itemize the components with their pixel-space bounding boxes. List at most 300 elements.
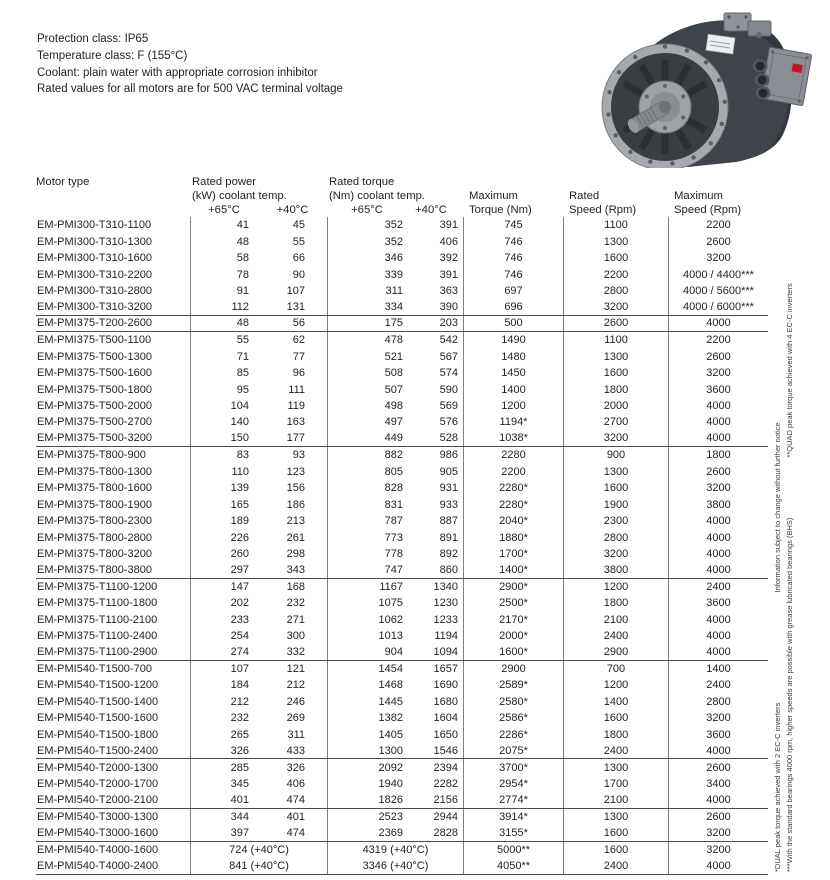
motor-type-cell: EM-PMI375-T800-3800 [37, 563, 152, 576]
coolant-line: Coolant: plain water with appropriate corrosion inhibitor [37, 66, 318, 79]
table-cell: 569 [439, 400, 458, 413]
table-cell: 4000 / 6000*** [668, 299, 768, 314]
table-cell: 2600 [668, 349, 768, 365]
table-cell: 2600 [668, 233, 768, 249]
table-cell: 746 [463, 233, 563, 249]
table-cell: 213 [286, 515, 305, 528]
table-cell: 339 [327, 266, 407, 282]
table-cell: 246 [286, 695, 305, 708]
table-cell: 1800 [563, 381, 668, 397]
table-cell: 4000 [668, 743, 768, 758]
footnote-dual-info [773, 422, 782, 872]
table-cell: 2900 [563, 644, 668, 659]
header-motor-type: Motor type [36, 176, 90, 188]
table-cell: 2280 [463, 447, 563, 463]
table-cell: 433 [286, 744, 305, 757]
table-cell: 2170* [463, 612, 563, 628]
table-cell: 1400 [463, 381, 563, 397]
table-cell: 1075 [327, 595, 407, 611]
motor-type-cell: EM-PMI375-T200-2600 [37, 317, 152, 330]
table-cell: 508 [327, 365, 407, 381]
table-cell: 4000 [668, 513, 768, 529]
table-cell: 4000 [668, 316, 768, 331]
motor-type-cell: EM-PMI540-T1500-1200 [37, 679, 159, 692]
table-row [36, 529, 768, 545]
header-torque-40c: +40°C [415, 204, 447, 216]
table-cell: 392 [439, 252, 458, 265]
table-row [36, 381, 768, 397]
table-cell: 2400 [668, 579, 768, 595]
table-cell: 1600 [563, 250, 668, 266]
table-cell: 2600 [668, 759, 768, 775]
table-cell: 724 (+40°C) [190, 842, 327, 858]
table-cell: 500 [463, 316, 563, 331]
table-row [36, 644, 768, 660]
table-cell: 203 [439, 317, 458, 330]
table-cell: 3200 [668, 842, 768, 858]
table-cell: 1604 [433, 712, 458, 725]
rated-values-line: Rated values for all motors are for 500 VAC terminal voltage [37, 83, 343, 96]
table-cell: 1340 [433, 580, 458, 593]
table-cell: 746 [463, 266, 563, 282]
table-cell: 165 [190, 496, 258, 512]
table-row [36, 579, 768, 595]
motor-type-cell: EM-PMI540-T4000-1600 [37, 843, 159, 856]
table-cell: 1100 [563, 332, 668, 348]
table-cell: 1880* [463, 529, 563, 545]
header-rated-power-sub: (kW) coolant temp. [192, 190, 287, 202]
table-cell: 58 [190, 250, 258, 266]
nameplate-label [706, 34, 735, 54]
header-rated-speed-line1: Rated [569, 190, 600, 202]
table-cell: 497 [327, 414, 407, 430]
table-cell: 542 [439, 334, 458, 347]
table-cell: 4000 [668, 644, 768, 659]
table-cell: 478 [327, 332, 407, 348]
motor-type-cell: EM-PMI300-T310-2800 [37, 284, 152, 297]
table-cell: 232 [286, 597, 305, 610]
table-cell: 298 [286, 547, 305, 560]
table-cell: 697 [463, 283, 563, 299]
table-row [36, 431, 768, 447]
table-cell: 269 [286, 712, 305, 725]
table-row [36, 792, 768, 808]
table-cell: 184 [190, 677, 258, 693]
table-cell: 805 [327, 464, 407, 480]
table-cell: 1600 [563, 825, 668, 840]
table-cell: 334 [327, 299, 407, 314]
motor-type-cell: EM-PMI375-T500-1800 [37, 383, 152, 396]
table-row [36, 398, 768, 414]
table-cell: 900 [563, 447, 668, 463]
table-cell: 2800 [563, 283, 668, 299]
table-row [36, 710, 768, 726]
motor-type-cell: EM-PMI375-T1100-2400 [37, 630, 158, 643]
motor-type-cell: EM-PMI375-T1100-2900 [37, 646, 158, 659]
table-cell: 352 [327, 233, 407, 249]
motor-type-cell: EM-PMI375-T500-2700 [37, 416, 152, 429]
table-cell: 78 [190, 266, 258, 282]
table-cell: 121 [286, 663, 305, 676]
table-cell: 140 [190, 414, 258, 430]
table-cell: 1300 [563, 759, 668, 775]
table-cell: 2200 [668, 217, 768, 233]
table-cell: 2282 [433, 778, 458, 791]
table-cell: 4000 [668, 529, 768, 545]
table-cell: 202 [190, 595, 258, 611]
header-rated-speed-line2: Speed (Rpm) [569, 204, 637, 216]
table-cell: 107 [190, 661, 258, 677]
table-row [36, 414, 768, 430]
table-cell: 5000** [463, 842, 563, 858]
motor-type-cell: EM-PMI540-T1500-1800 [37, 728, 159, 741]
motor-type-cell: EM-PMI540-T2000-2100 [37, 794, 159, 807]
table-cell: 406 [439, 235, 458, 248]
header-max-speed-line1: Maximum [674, 190, 723, 202]
table-row [36, 283, 768, 299]
table-cell: 2100 [563, 612, 668, 628]
table-cell: 2156 [433, 794, 458, 807]
table-cell: 745 [463, 217, 563, 233]
table-cell: 1690 [433, 679, 458, 692]
table-cell: 2900 [463, 661, 563, 677]
table-cell: 1600* [463, 644, 563, 659]
table-cell: 1480 [463, 349, 563, 365]
table-cell: 576 [439, 416, 458, 429]
motor-type-cell: EM-PMI375-T500-1600 [37, 367, 152, 380]
header-rated-power: Rated power [192, 176, 257, 188]
table-cell: 1650 [433, 728, 458, 741]
table-row [36, 546, 768, 562]
header-max-speed-line2: Speed (Rpm) [674, 204, 742, 216]
table-cell: 406 [286, 778, 305, 791]
table-cell: 343 [286, 563, 305, 576]
table-cell: 401 [190, 792, 258, 807]
table-cell: 986 [439, 449, 458, 462]
header-power-40c: +40°C [276, 204, 309, 216]
table-cell: 112 [190, 299, 258, 314]
table-cell: 45 [292, 219, 305, 232]
motor-type-cell: EM-PMI540-T1500-2400 [37, 744, 159, 757]
table-cell: 62 [292, 334, 305, 347]
table-cell: 48 [190, 233, 258, 249]
table-cell: 254 [190, 628, 258, 644]
table-row [36, 694, 768, 710]
table-row [36, 316, 768, 332]
table-cell: 2400 [563, 628, 668, 644]
table-cell: 567 [439, 350, 458, 363]
table-cell: 1300 [563, 809, 668, 825]
table-cell: 297 [190, 562, 258, 577]
table-row [36, 825, 768, 841]
table-cell: 326 [190, 743, 258, 758]
table-cell: 1600 [563, 365, 668, 381]
table-cell: 1013 [327, 628, 407, 644]
table-row [36, 759, 768, 775]
table-cell: 747 [327, 562, 407, 577]
table-row [36, 661, 768, 677]
table-cell: 3400 [668, 776, 768, 792]
table-cell: 2280* [463, 480, 563, 496]
table-cell: 4000 [668, 431, 768, 446]
table-cell: 2369 [327, 825, 407, 840]
table-cell: 1445 [327, 694, 407, 710]
table-cell: 1200 [563, 579, 668, 595]
table-cell: 212 [286, 679, 305, 692]
motor-type-cell: EM-PMI375-T800-2800 [37, 531, 152, 544]
table-row [36, 776, 768, 792]
table-cell: 841 (+40°C) [190, 858, 327, 873]
table-cell: 1062 [327, 612, 407, 628]
table-cell: 96 [292, 367, 305, 380]
table-cell: 746 [463, 250, 563, 266]
table-cell: 83 [190, 447, 258, 463]
table-cell: 1800 [563, 727, 668, 743]
table-cell: 147 [190, 579, 258, 595]
table-cell: 397 [190, 825, 258, 840]
table-row [36, 447, 768, 463]
table-cell: 55 [190, 332, 258, 348]
table-cell: 4000 [668, 612, 768, 628]
table-cell: 163 [286, 416, 305, 429]
table-cell: 2774* [463, 792, 563, 807]
header-max-torque-line2: Torque (Nm) [469, 204, 532, 216]
table-cell: 311 [327, 283, 407, 299]
motor-type-cell: EM-PMI540-T4000-2400 [37, 859, 159, 872]
table-cell: 3800 [563, 562, 668, 577]
table-cell: 2500* [463, 595, 563, 611]
table-cell: 212 [190, 694, 258, 710]
brand-badge [792, 63, 803, 73]
table-cell: 2589* [463, 677, 563, 693]
table-cell: 1468 [327, 677, 407, 693]
table-cell: 2200 [563, 266, 668, 282]
table-cell: 3600 [668, 595, 768, 611]
table-cell: 3200 [563, 546, 668, 562]
motor-photo [588, 8, 823, 168]
table-row [36, 349, 768, 365]
table-cell: 1400 [563, 694, 668, 710]
table-cell: 1490 [463, 332, 563, 348]
table-header [36, 175, 768, 217]
table-cell: 91 [190, 283, 258, 299]
table-row [36, 858, 768, 874]
table-cell: 3600 [668, 727, 768, 743]
table-cell: 1600 [563, 842, 668, 858]
table-cell: 274 [190, 644, 258, 659]
footnote-info: Information subject to change without further notice [773, 422, 782, 593]
table-row [36, 842, 768, 858]
table-cell: 55 [292, 235, 305, 248]
motor-type-cell: EM-PMI540-T1500-700 [37, 663, 152, 676]
table-cell: 1900 [563, 496, 668, 512]
table-cell: 150 [190, 431, 258, 446]
table-cell: 300 [286, 630, 305, 643]
table-cell: 3800 [668, 496, 768, 512]
table-cell: 1094 [433, 646, 458, 659]
table-cell: 1546 [433, 744, 458, 757]
table-row [36, 513, 768, 529]
table-cell: 1700* [463, 546, 563, 562]
table-cell: 1405 [327, 727, 407, 743]
footnote-quad: **QUAD peak torque achieved with 4 EC-C inverters [785, 283, 794, 458]
motor-type-cell: EM-PMI375-T800-900 [37, 449, 146, 462]
table-cell: 4000 [668, 858, 768, 873]
table-cell: 175 [327, 316, 407, 331]
table-row [36, 464, 768, 480]
table-cell: 892 [439, 547, 458, 560]
table-cell: 507 [327, 381, 407, 397]
table-cell: 904 [327, 644, 407, 659]
table-cell: 332 [286, 646, 305, 659]
header-power-65c: +65°C [208, 204, 240, 216]
table-cell: 2286* [463, 727, 563, 743]
table-cell: 1800 [668, 447, 768, 463]
table-cell: 1230 [433, 597, 458, 610]
table-cell: 48 [190, 316, 258, 331]
table-cell: 1167 [327, 579, 407, 595]
motor-type-cell: EM-PMI540-T1500-1600 [37, 712, 159, 725]
table-cell: 3200 [563, 299, 668, 314]
table-cell: 311 [287, 728, 305, 741]
motor-type-cell: EM-PMI300-T310-1100 [37, 219, 152, 232]
table-cell: 2800 [563, 529, 668, 545]
table-cell: 787 [327, 513, 407, 529]
table-cell: 2600 [668, 809, 768, 825]
header-rated-torque: Rated torque [329, 176, 395, 188]
table-cell: 933 [439, 498, 458, 511]
table-cell: 1600 [563, 710, 668, 726]
table-cell: 1100 [563, 217, 668, 233]
table-row [36, 628, 768, 644]
motor-type-cell: EM-PMI540-T2000-1300 [37, 761, 159, 774]
table-cell: 778 [327, 546, 407, 562]
table-cell: 1200 [563, 677, 668, 693]
table-cell: 1657 [433, 663, 458, 676]
motor-type-cell: EM-PMI300-T310-3200 [37, 300, 152, 313]
table-cell: 3200 [668, 250, 768, 266]
table-cell: 2600 [563, 316, 668, 331]
table-row [36, 266, 768, 282]
table-cell: 3200 [668, 480, 768, 496]
table-cell: 226 [190, 529, 258, 545]
table-cell: 521 [327, 349, 407, 365]
table-cell: 56 [292, 317, 305, 330]
table-cell: 2000 [563, 398, 668, 414]
motor-type-cell: EM-PMI375-T500-2000 [37, 400, 152, 413]
table-cell: 1038* [463, 431, 563, 446]
table-cell: 90 [292, 268, 305, 281]
table-cell: 474 [286, 826, 305, 839]
table-cell: 4000 [668, 398, 768, 414]
table-row [36, 365, 768, 381]
table-cell: 3200 [668, 365, 768, 381]
table-cell: 1300 [563, 464, 668, 480]
table-cell: 110 [190, 464, 258, 480]
table-cell: 4000 [668, 562, 768, 577]
table-cell: 1400 [668, 661, 768, 677]
motor-type-cell: EM-PMI540-T3000-1600 [37, 826, 159, 839]
table-cell: 2580* [463, 694, 563, 710]
table-cell: 2040* [463, 513, 563, 529]
table-cell: 2075* [463, 743, 563, 758]
table-row [36, 562, 768, 578]
table-cell: 2400 [563, 858, 668, 873]
footnote-dual: *DUAL peak torque achieved with 2 EC-C inverters [773, 702, 782, 872]
motor-type-cell: EM-PMI375-T500-3200 [37, 432, 152, 445]
table-row [36, 595, 768, 611]
table-cell: 474 [286, 794, 305, 807]
table-row [36, 480, 768, 496]
table-cell: 4319 (+40°C) [327, 842, 463, 858]
table-cell: 2523 [327, 809, 407, 825]
table-cell: 3200 [668, 710, 768, 726]
table-cell: 265 [190, 727, 258, 743]
table-cell: 2944 [433, 810, 458, 823]
table-cell: 1454 [327, 661, 407, 677]
table-cell: 1940 [327, 776, 407, 792]
table-cell: 390 [439, 300, 458, 313]
table-cell: 95 [190, 381, 258, 397]
table-cell: 139 [190, 480, 258, 496]
motor-type-cell: EM-PMI300-T310-2200 [37, 268, 152, 281]
table-body [36, 217, 768, 875]
table-cell: 2100 [563, 792, 668, 807]
table-cell: 1600 [563, 480, 668, 496]
table-cell: 2828 [433, 826, 458, 839]
table-cell: 2600 [668, 464, 768, 480]
table-cell: 4000 / 4400*** [668, 266, 768, 282]
motor-type-cell: EM-PMI375-T500-1300 [37, 350, 152, 363]
table-cell: 85 [190, 365, 258, 381]
table-cell: 887 [439, 515, 458, 528]
table-cell: 66 [292, 252, 305, 265]
table-cell: 528 [439, 432, 458, 445]
table-row [36, 612, 768, 628]
table-cell: 104 [190, 398, 258, 414]
table-cell: 186 [286, 498, 305, 511]
table-cell: 700 [563, 661, 668, 677]
table-cell: 1680 [433, 695, 458, 708]
table-row [36, 743, 768, 759]
table-cell: 363 [439, 284, 458, 297]
table-cell: 168 [286, 580, 305, 593]
table-cell: 1300 [563, 349, 668, 365]
table-cell: 449 [327, 431, 407, 446]
table-cell: 345 [190, 776, 258, 792]
motor-type-cell: EM-PMI300-T310-1300 [37, 235, 152, 248]
table-cell: 2394 [433, 761, 458, 774]
table-row [36, 299, 768, 315]
table-row [36, 250, 768, 266]
table-cell: 4050** [463, 858, 563, 873]
motor-type-cell: EM-PMI540-T2000-1700 [37, 778, 159, 791]
table-cell: 41 [190, 217, 258, 233]
table-cell: 2800 [668, 694, 768, 710]
table-cell: 3200 [563, 431, 668, 446]
table-cell: 828 [327, 480, 407, 496]
table-row [36, 496, 768, 512]
table-row [36, 332, 768, 348]
table-row [36, 727, 768, 743]
table-cell: 2400 [668, 677, 768, 693]
motor-type-cell: EM-PMI375-T1100-1800 [37, 597, 158, 610]
table-row [36, 809, 768, 825]
table-cell: 1700 [563, 776, 668, 792]
footnote-bearings-quad [785, 283, 794, 872]
table-cell: 1800 [563, 595, 668, 611]
table-cell: 3600 [668, 381, 768, 397]
